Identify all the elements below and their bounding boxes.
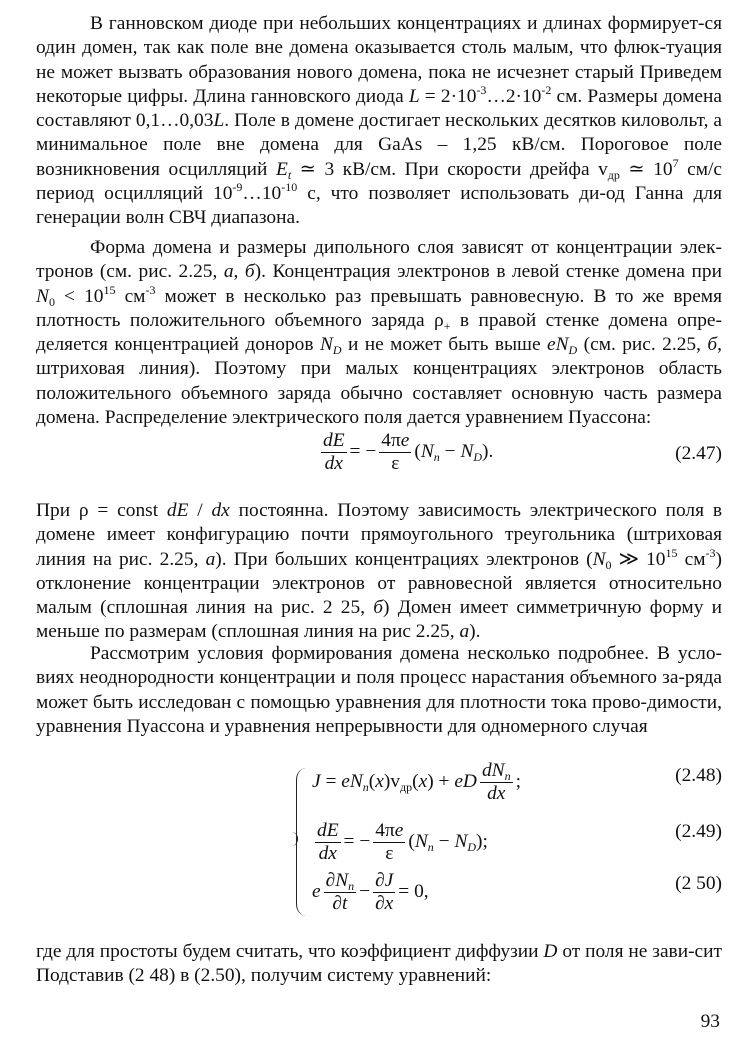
equation-number-2-48: (2.48) xyxy=(675,765,722,786)
equation-2-47: $\frac{dE}{dx}$ = − $\frac{4\pi e}{\varepsilon}$ $(N_n - N_D)$. xyxy=(323,430,494,474)
paragraph-5: где для простоты будем считать, что коэффициент диффузии D от поля не зави-сит Подставив (2 48) в (2.50), получим систему уравнений: xyxy=(36,941,722,987)
paragraph-1: В ганновском диоде при небольших концентрациях и длинах формирует-ся один домен, так как поле вне домена оказывается столь малым, что флюк-туация не может вызвать образования нового домена, пока не исчезнет старый Приведем некоторые цифры. Длина ганновского диода $L = 2\cdot 10^{-3}\dots 2\cdot 10^{-2}$ см. Размеры домена составляют 0,1…0,03L. Поле в домене достигает нескольких десятков киловольт, а минимальное поле вне домена для GaAs – 1,25 кВ/см. Пороговое поле возникновения осцилляций $E_t$ ≃ 3 кВ/см. При скорости дрейфа $v_{др}$ ≃ $10^7$ см/с период осцилляций $10^{-9}\dots 10^{-10}$ с, что позволяет использовать ди-од Ганна для генерации волн СВЧ диапазона. xyxy=(36,13,722,229)
system-brace xyxy=(296,768,307,916)
equation-2-48: $J = eN_n(x)v_{др}(x)$ + eD $\frac{dN_n}{dx}$ ; xyxy=(312,760,521,804)
equation-number-2-47: (2.47) xyxy=(675,443,722,464)
paragraph-2: Форма домена и размеры дипольного слоя зависят от концентрации элек-тронов (см. рис. 2.25, а, б). Концентрация электронов в левой стенке домена при $N_0 < 10^{15}$ $см^{-3}$ может в несколько раз превышать равновесную. В то же время плотность положительного объемного заряда $\rho_+$ в правой стенке домена опре-деляется концентрацией доноров $N_D$ и не может быть выше $eN_D$ (см. рис. 2.25, б, штриховая линия). Поэтому при малых концентрациях электронов область положительного объемного заряда обычно составляет основную часть размера домена. Распределение электрического поля дается уравнением Пуассона: xyxy=(36,237,722,429)
equation-number-2-49: (2.49) xyxy=(675,821,722,842)
equation-2-49: $\frac{dE}{dx}$ = − $\frac{4\pi e}{\varepsilon}$ $(N_n - N_D)$; xyxy=(317,820,488,864)
paragraph-3: При ρ = const dE / dx постоянна. Поэтому зависимость электрического поля в домене имеет конфигурацию почти прямоугольного треугольника (штриховая линия на рис. 2.25, а). При больших концентрациях электронов ($N_0$ ≫ $10^{15}$ $см^{-3}$) отклонение концентрации электронов от равновесной является относительно малым (сплошная линия на рис. 2 25, б) Домен имеет симметричную форму и меньше по размерам (сплошная линия на рис 2.25, а). xyxy=(36,500,722,643)
equation-number-2-50: (2 50) xyxy=(675,873,722,894)
equation-2-50: e $\frac{\partial N_n}{\partial t}$ − $\frac{\partial J}{\partial x}$ = 0, xyxy=(312,870,429,914)
paragraph-4: Рассмотрим условия формирования домена несколько подробнее. В усло-виях неоднородности концентрации и поля процесс нарастания объемного за-ряда может быть исследован с помощью уравнения для плотности тока прово-димости, уравнения Пуассона и уравнения непрерывности для одномерного случая xyxy=(36,643,722,737)
page-number: 93 xyxy=(700,1011,720,1032)
